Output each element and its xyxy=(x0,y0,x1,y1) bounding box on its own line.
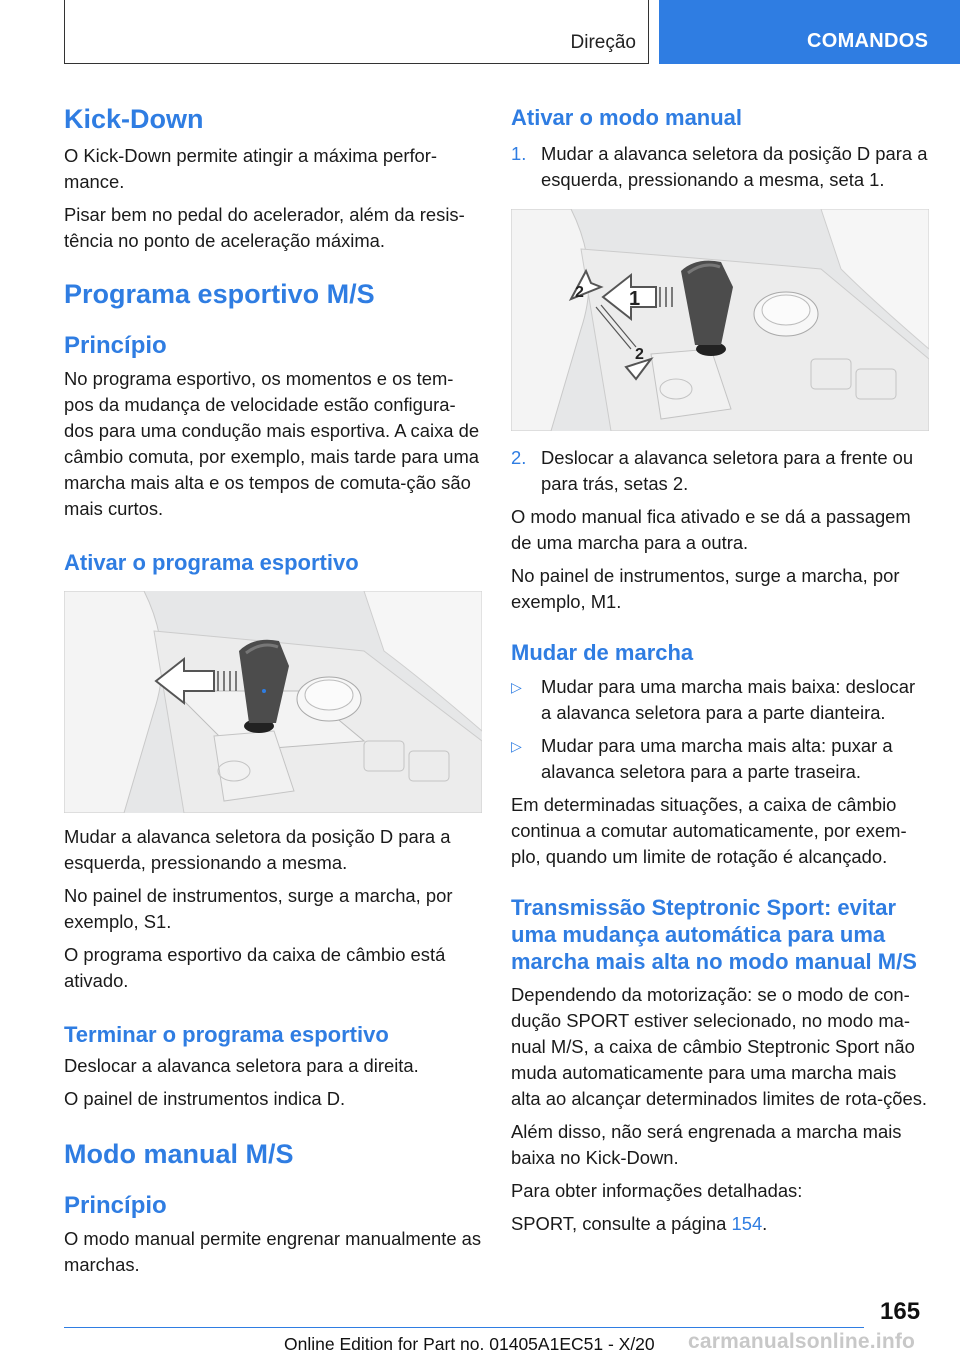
steptronic-paragraph-2: Além disso, não será engrenada a marcha mais baixa no Kick-Down. xyxy=(511,1121,902,1168)
steps-list-1 xyxy=(511,141,929,193)
bullet-triangle-icon: ▷ xyxy=(511,679,522,695)
terminate-sport-heading: Terminar o programa esportivo xyxy=(64,1022,389,1047)
step-text: Mudar a alavanca seletora da posição D para a esquerda, pressionando a mesma, seta 1. xyxy=(541,143,928,190)
change-gear-list xyxy=(511,674,929,785)
principle-heading-2: Princípio xyxy=(64,1192,167,1219)
header-chapter-tab xyxy=(659,0,960,64)
terminate-paragraph-2: O painel de instrumentos indica D. xyxy=(64,1088,346,1109)
footer-edition: Online Edition for Part no. 01405A1EC51 - X/20 xyxy=(284,1334,655,1354)
bullet-item-1 xyxy=(511,674,929,726)
kickdown-paragraph-2: Pisar bem no pedal do acelerador, além da resis-tência no ponto de aceleração máxima. xyxy=(64,204,465,251)
header-chapter-label: COMANDOS xyxy=(807,30,929,52)
manual-paragraph-1: O modo manual fica ativado e se dá a passagem de uma marcha para a outra. xyxy=(511,506,911,553)
gear-selector-manual-illustration xyxy=(511,209,929,431)
sport-program-heading: Programa esportivo M/S xyxy=(64,279,375,309)
principle-paragraph-1: No programa esportivo, os momentos e os tem-pos da mudança de velocidade estão configura-dos para uma condução mais esportiva. A caixa de câmbio comuta, por exemplo, mais tarde para uma marcha mais alta e os tempos de comuta-ção são mais curtos. xyxy=(64,368,480,519)
step-text: Deslocar a alavanca seletora para a frente ou para trás, setas 2. xyxy=(541,447,914,494)
activate-sport-paragraph-3: O programa esportivo da caixa de câmbio está ativado. xyxy=(64,944,446,991)
step-item-1 xyxy=(511,141,929,193)
auto-shift-paragraph: Em determinadas situações, a caixa de câmbio continua a comutar automaticamente, por exem-plo, quando um limite de rotação é alcançado. xyxy=(511,794,907,867)
sport-reference-suffix: . xyxy=(762,1213,768,1234)
step-number: 2. xyxy=(511,447,527,468)
activate-sport-paragraph-1: Mudar a alavanca seletora da posição D para a esquerda, pressionando a mesma. xyxy=(64,826,451,873)
footer-divider xyxy=(64,1327,864,1328)
page-number: 165 xyxy=(880,1298,921,1325)
figure-arrow-label-2b: 2 xyxy=(635,346,644,363)
manual-mode-heading: Modo manual M/S xyxy=(64,1139,294,1169)
footer-watermark: carmanualsonline.info xyxy=(688,1330,916,1353)
left-column xyxy=(64,98,482,1278)
page-reference-link[interactable]: 154 xyxy=(731,1213,763,1234)
activate-sport-heading: Ativar o programa esportivo xyxy=(64,550,359,575)
steptronic-heading: Transmissão Steptronic Sport: evitar uma mudança automática para uma marcha mais alta no modo manual M/S xyxy=(511,895,917,974)
sport-reference-text: SPORT, consulte a página xyxy=(511,1213,732,1234)
step-number: 1. xyxy=(511,143,527,164)
kickdown-paragraph-1: O Kick-Down permite atingir a máxima perfor-mance. xyxy=(64,145,438,192)
principle-paragraph-2: O modo manual permite engrenar manualmente as marchas. xyxy=(64,1228,482,1275)
bullet-item-2 xyxy=(511,733,929,785)
right-column xyxy=(511,98,929,1237)
gear-selector-figure-manual xyxy=(511,209,929,431)
header-section-title: Direção xyxy=(570,32,636,53)
bullet-text: Mudar para uma marcha mais baixa: deslocar a alavanca seletora para a parte dianteira. xyxy=(541,676,916,723)
header-section-box xyxy=(64,0,649,64)
activate-manual-heading: Ativar o modo manual xyxy=(511,105,743,130)
figure-arrow-label-2a: 2 xyxy=(575,284,584,301)
activate-sport-paragraph-2: No painel de instrumentos, surge a marcha, por exemplo, S1. xyxy=(64,885,453,932)
kickdown-heading: Kick-Down xyxy=(64,104,204,134)
sport-reference xyxy=(511,1211,929,1237)
step-item-2 xyxy=(511,445,929,497)
steptronic-paragraph-1: Dependendo da motorização: se o modo de con-dução SPORT estiver selecionado, no modo ma-nual M/S, a caixa de câmbio Steptronic Sport não muda automaticamente para uma marcha mais alta ao alcançar determinados limites de rota-ções. xyxy=(511,984,928,1109)
gear-selector-illustration xyxy=(64,591,482,813)
principle-heading-1: Princípio xyxy=(64,332,167,359)
terminate-paragraph-1: Deslocar a alavanca seletora para a direita. xyxy=(64,1055,419,1076)
change-gear-heading: Mudar de marcha xyxy=(511,640,694,665)
steps-list-2 xyxy=(511,445,929,497)
gear-selector-figure-sport xyxy=(64,591,482,813)
manual-paragraph-2: No painel de instrumentos, surge a marcha, por exemplo, M1. xyxy=(511,565,900,612)
bullet-triangle-icon: ▷ xyxy=(511,738,522,754)
figure-arrow-label-1: 1 xyxy=(629,288,641,310)
bullet-text: Mudar para uma marcha mais alta: puxar a alavanca seletora para a parte traseira. xyxy=(541,735,893,782)
details-paragraph: Para obter informações detalhadas: xyxy=(511,1180,803,1201)
